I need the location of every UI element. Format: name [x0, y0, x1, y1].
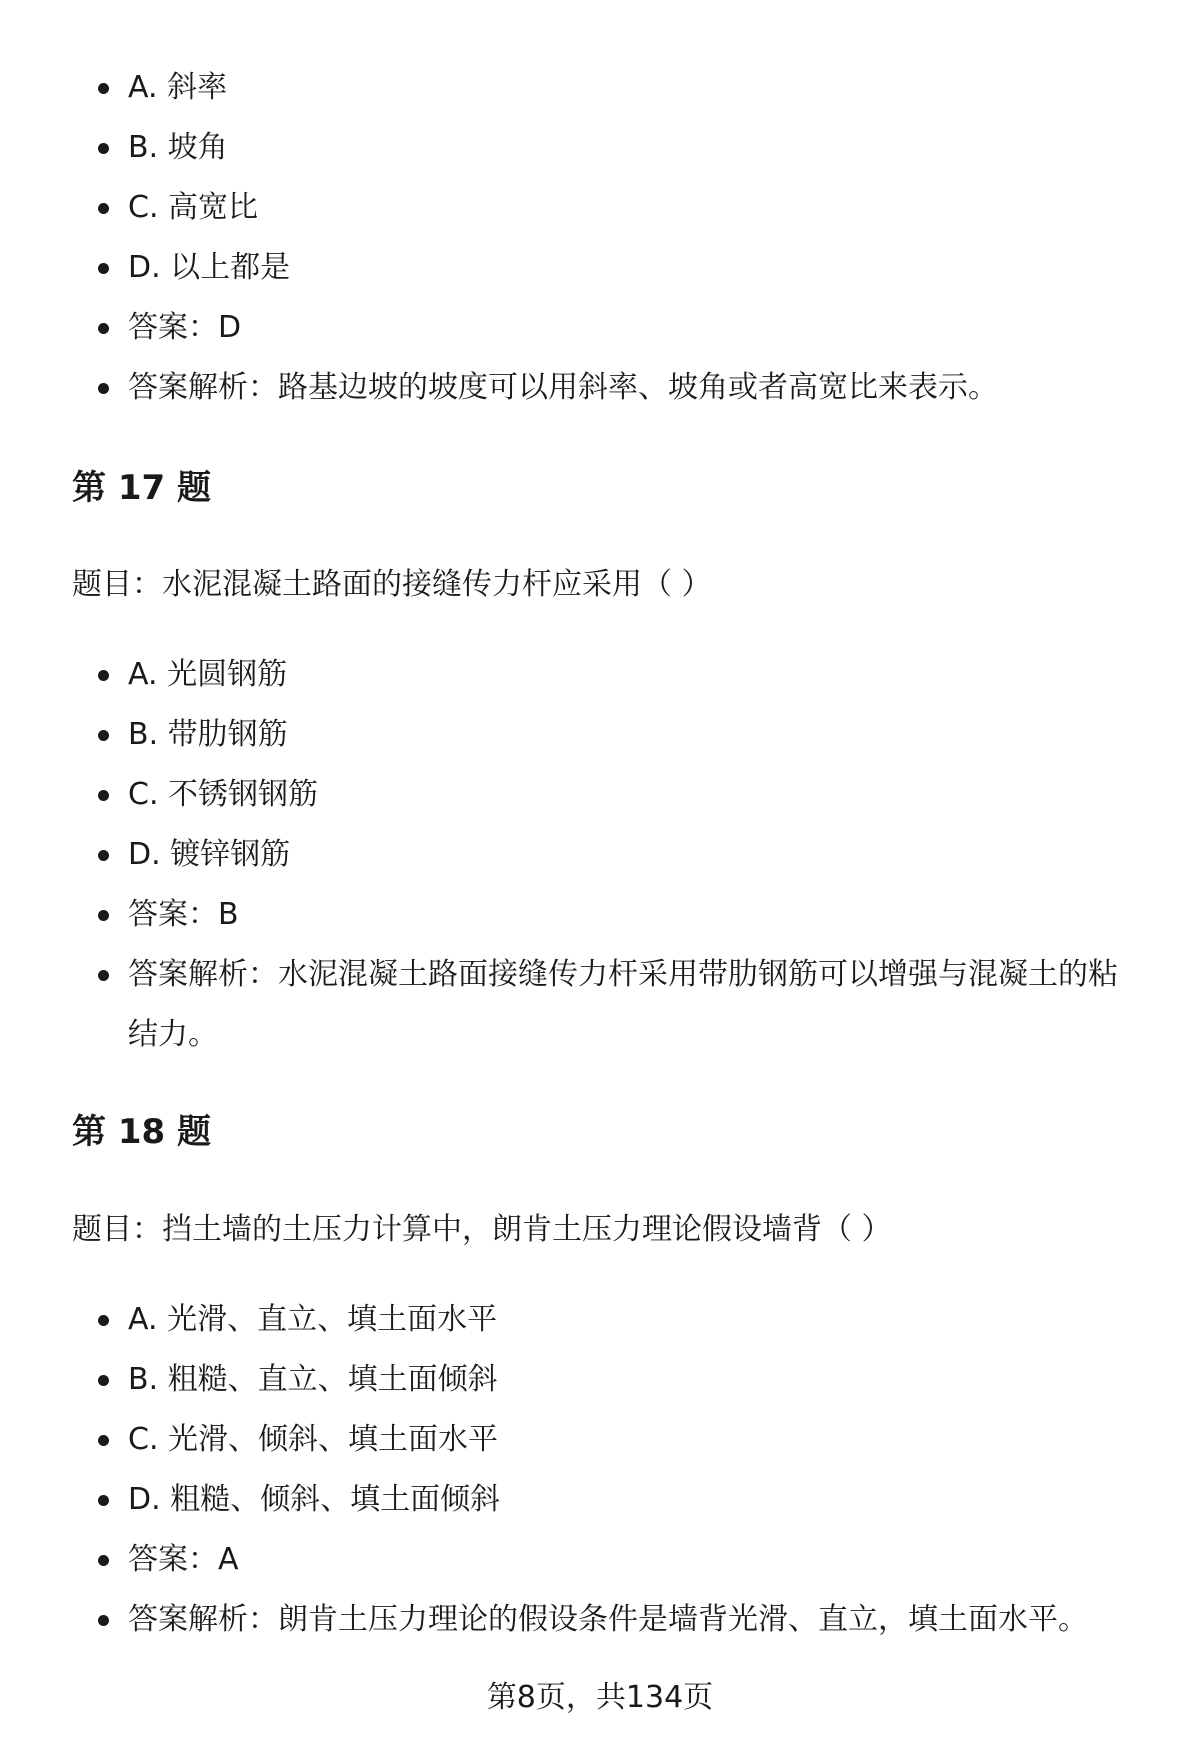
- list-item: [96, 178, 1146, 238]
- question-stem: 题目：挡土墙的土压力计算中，朗肯土压力理论假设墙背（ ）: [72, 1212, 892, 1247]
- list-item: [96, 645, 1146, 705]
- bullet: [98, 910, 109, 921]
- list-item: [96, 765, 1146, 825]
- list-item: [96, 1470, 1146, 1530]
- option-text: C. 高宽比: [128, 190, 259, 225]
- q17-option-list: [96, 645, 1146, 1065]
- bullet: [98, 143, 109, 154]
- analysis-item: [96, 1590, 1146, 1650]
- question-title: 第 18 题: [72, 1112, 211, 1152]
- bullet: [98, 790, 109, 801]
- bullet: [98, 1495, 109, 1506]
- list-item: [96, 118, 1146, 178]
- option-text: A. 斜率: [128, 70, 228, 105]
- bullet: [98, 323, 109, 334]
- list-item: [96, 1290, 1146, 1350]
- analysis-text: 答案解析：朗肯土压力理论的假设条件是墙背光滑、直立，填土面水平。: [128, 1602, 1088, 1637]
- list-item: [96, 58, 1146, 118]
- list-item: [96, 1410, 1146, 1470]
- option-text: B. 粗糙、直立、填土面倾斜: [128, 1362, 498, 1397]
- option-text: D. 以上都是: [128, 250, 291, 285]
- option-text: D. 镀锌钢筋: [128, 837, 291, 872]
- analysis-item: [96, 358, 1146, 418]
- bullet: [98, 1375, 109, 1386]
- question-title: 第 17 题: [72, 468, 211, 508]
- bullet: [98, 670, 109, 681]
- bullet: [98, 730, 109, 741]
- bullet: [98, 970, 109, 981]
- question-stem: 题目：水泥混凝土路面的接缝传力杆应采用（ ）: [72, 567, 712, 602]
- bullet: [98, 203, 109, 214]
- option-text: C. 光滑、倾斜、填土面水平: [128, 1422, 499, 1457]
- bullet: [98, 383, 109, 394]
- analysis-text: 答案解析：路基边坡的坡度可以用斜率、坡角或者高宽比来表示。: [128, 370, 998, 405]
- q16-option-list: [96, 58, 1146, 418]
- list-item: [96, 705, 1146, 765]
- option-text: B. 坡角: [128, 130, 228, 165]
- answer-item: [96, 298, 1146, 358]
- analysis-text: 答案解析：水泥混凝土路面接缝传力杆采用带肋钢筋可以增强与混凝土的粘结力。: [128, 957, 1118, 1052]
- bullet: [98, 263, 109, 274]
- analysis-item: [96, 945, 1146, 1065]
- q18-option-list: [96, 1290, 1146, 1650]
- option-text: B. 带肋钢筋: [128, 717, 288, 752]
- list-item: [96, 238, 1146, 298]
- bullet: [98, 1435, 109, 1446]
- bullet: [98, 1315, 109, 1326]
- answer-item: [96, 885, 1146, 945]
- answer-text: 答案：D: [128, 310, 242, 345]
- page-number-footer: 第8页，共134页: [486, 1680, 714, 1715]
- list-item: [96, 1350, 1146, 1410]
- answer-text: 答案：A: [128, 1542, 239, 1577]
- answer-item: [96, 1530, 1146, 1590]
- bullet: [98, 83, 109, 94]
- list-item: [96, 825, 1146, 885]
- option-text: A. 光圆钢筋: [128, 657, 288, 692]
- option-text: A. 光滑、直立、填土面水平: [128, 1302, 498, 1337]
- option-text: D. 粗糙、倾斜、填土面倾斜: [128, 1482, 501, 1517]
- answer-text: 答案：B: [128, 897, 239, 932]
- bullet: [98, 1615, 109, 1626]
- option-text: C. 不锈钢钢筋: [128, 777, 319, 812]
- bullet: [98, 850, 109, 861]
- bullet: [98, 1555, 109, 1566]
